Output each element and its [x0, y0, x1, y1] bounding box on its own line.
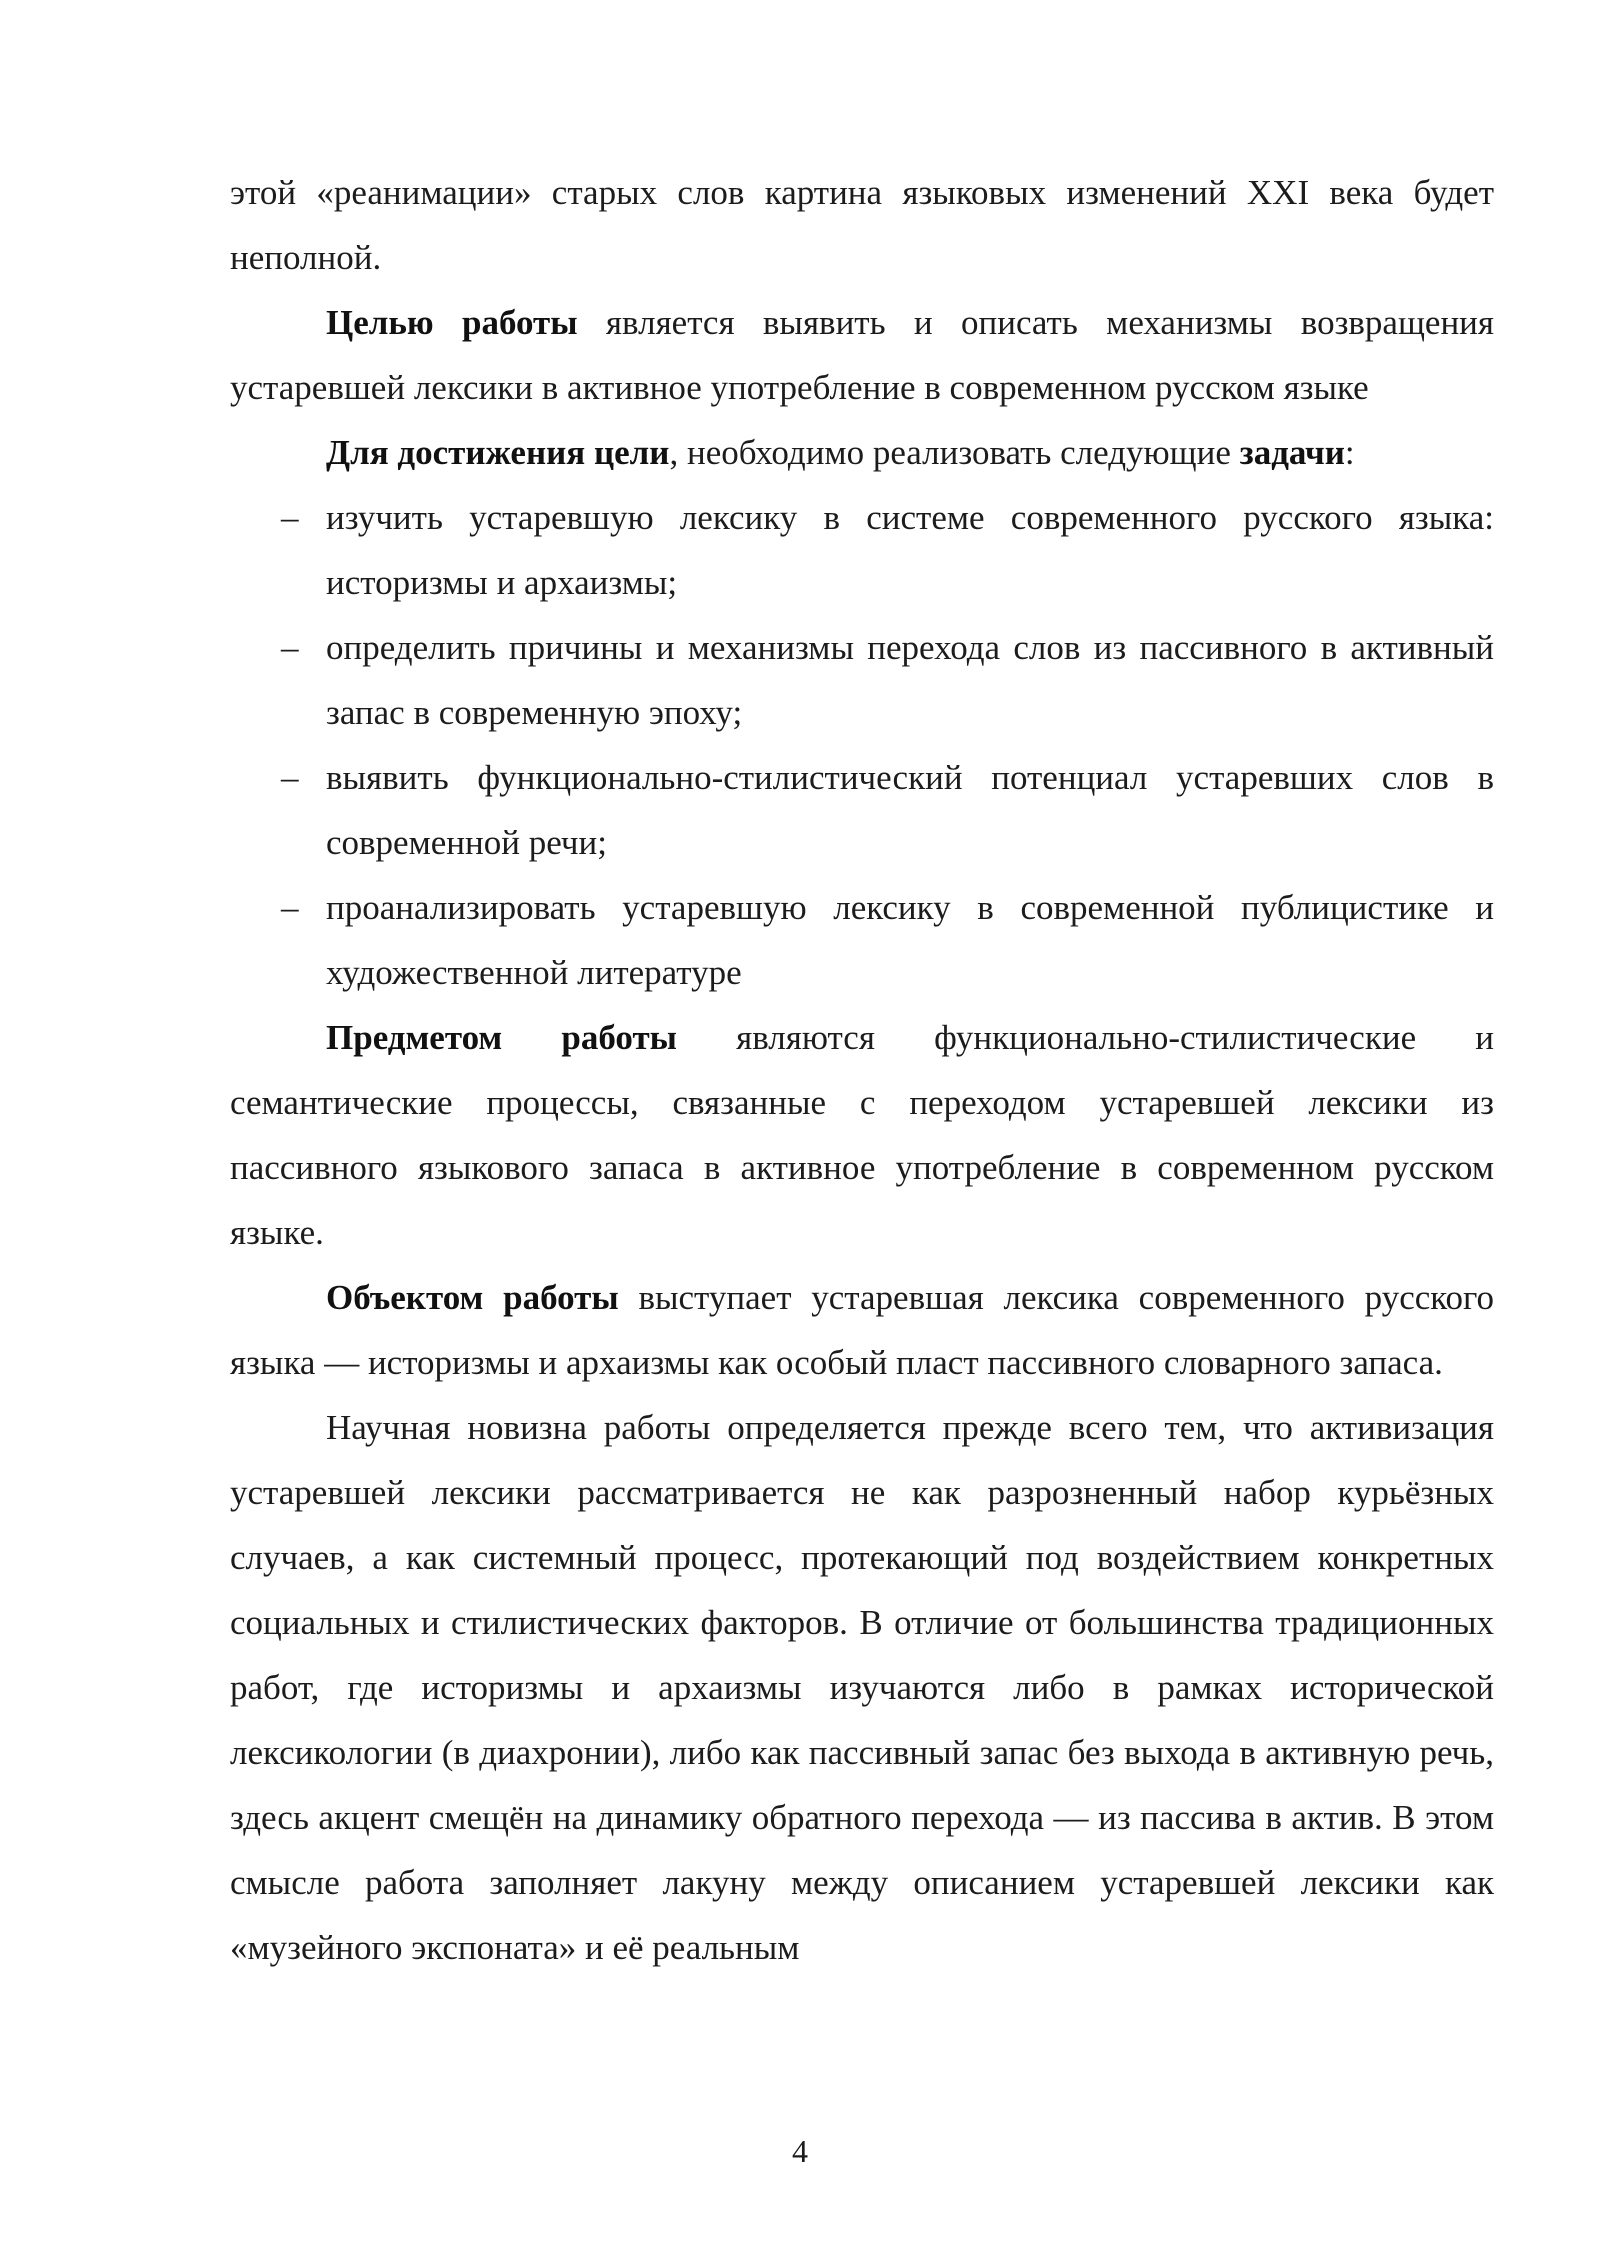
tasks-intro-colon: :: [1344, 433, 1355, 472]
subject-label: Предметом работы: [326, 1018, 677, 1057]
list-item: [230, 485, 1494, 615]
list-dash: –: [281, 498, 299, 537]
page-number: 4: [792, 2133, 808, 2169]
list-item-text: выявить функционально-стилистический потенциал устаревших слов в современной речи;: [326, 758, 1494, 862]
document-body: [230, 160, 1494, 1980]
list-item-text: проанализировать устаревшую лексику в современной публицистике и художественной литературе: [326, 888, 1494, 992]
goal-label: Целью работы: [326, 303, 578, 342]
paragraph-tasks-intro: [230, 420, 1494, 485]
list-dash: –: [281, 888, 299, 927]
paragraph-goal: [230, 290, 1494, 420]
subject-text: являются функционально-стилистические и семантические процессы, связанные с переходом устаревшей лексики из пассивного языкового запаса в активное употребление в современном русском языке.: [230, 1018, 1494, 1252]
list-item: [230, 875, 1494, 1005]
paragraph-novelty: [230, 1395, 1494, 1980]
tasks-list: [230, 485, 1494, 1005]
object-label: Объектом работы: [326, 1278, 619, 1317]
tasks-intro-label: Для достижения цели: [326, 433, 670, 472]
list-item-text: определить причины и механизмы перехода слов из пассивного в активный запас в современную эпоху;: [326, 628, 1494, 732]
paragraph-intro-tail-text: этой «реанимации» старых слов картина языковых изменений XXI века будет неполной.: [230, 173, 1494, 277]
list-item: [230, 745, 1494, 875]
novelty-text: Научная новизна работы определяется прежде всего тем, что активизация устаревшей лексики рассматривается не как разрозненный набор курьёзных случаев, а как системный процесс, протекающий под воздействием конкретных социальных и стилистических факторов. В отличие от большинства традиционных работ, где историзмы и архаизмы изучаются либо в рамках исторической лексикологии (в диахронии), либо как пассивный запас без выхода в активную речь, здесь акцент смещён на динамику обратного перехода — из пассива в актив. В этом смысле работа заполняет лакуну между описанием устаревшей лексики как «музейного экспоната» и её реальным: [230, 1408, 1494, 1967]
list-dash: –: [281, 628, 299, 667]
paragraph-intro-tail: [230, 160, 1494, 290]
paragraph-object: [230, 1265, 1494, 1395]
object-text: выступает устаревшая лексика современного русского языка — историзмы и архаизмы как особый пласт пассивного словарного запаса.: [230, 1278, 1494, 1382]
list-item: [230, 615, 1494, 745]
list-item-text: изучить устаревшую лексику в системе современного русского языка: историзмы и архаизмы;: [326, 498, 1494, 602]
tasks-intro-text: , необходимо реализовать следующие: [669, 433, 1240, 472]
paragraph-subject: [230, 1005, 1494, 1265]
tasks-label: задачи: [1239, 433, 1345, 472]
goal-text: является выявить и описать механизмы возвращения устаревшей лексики в активное употребление в современном русском языке: [230, 303, 1495, 407]
list-dash: –: [281, 758, 299, 797]
